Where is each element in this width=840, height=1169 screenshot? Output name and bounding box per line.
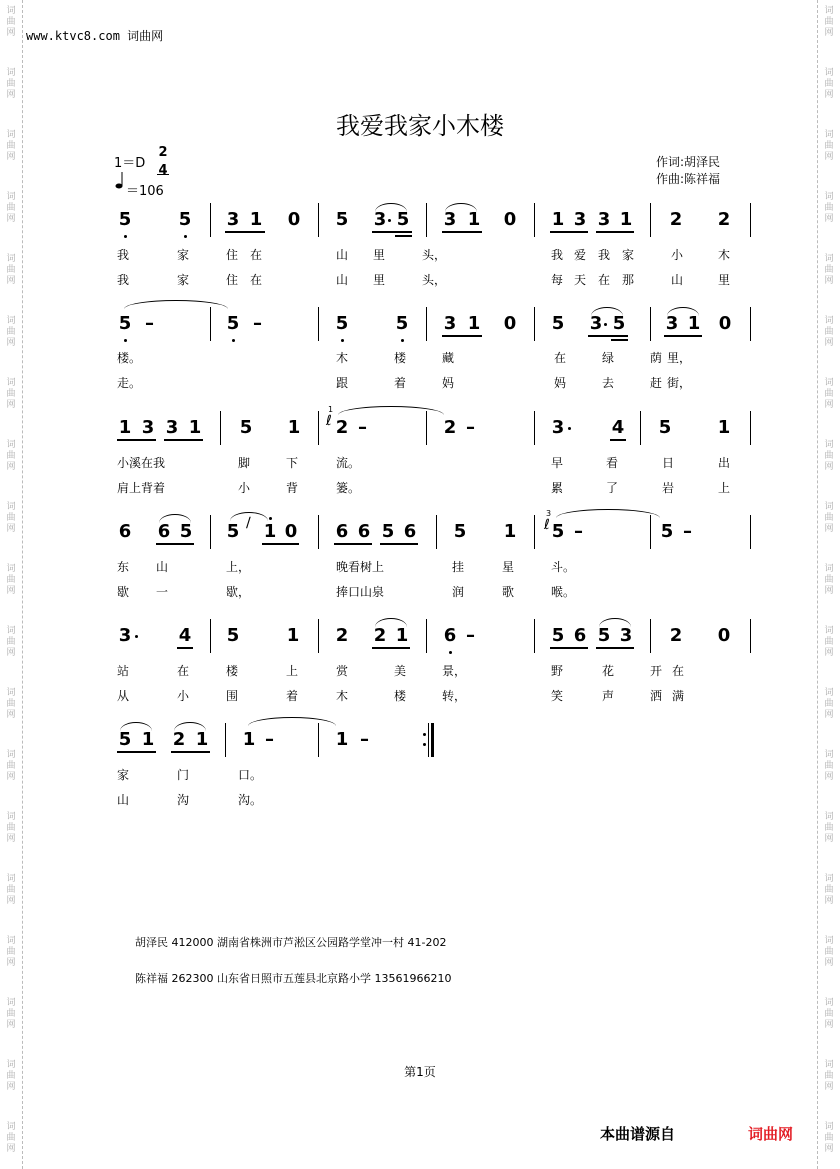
site-header[interactable]: www.ktvc8.com 词曲网	[26, 29, 164, 43]
watermark-stamp: 词 曲 网	[6, 936, 16, 968]
watermark-stamp: 词 曲 网	[824, 874, 834, 906]
watermark-stamp: 词 曲 网	[824, 1122, 834, 1154]
lyric-syllable: 开	[650, 664, 663, 678]
lyric-syllable: 早	[551, 456, 564, 470]
score-row-1	[110, 203, 755, 243]
lyric-syllable: 出	[718, 456, 731, 470]
lyric-syllable: 山	[117, 793, 130, 807]
watermark-stamp: 词 曲 网	[6, 564, 16, 596]
lyric-syllable: 我	[551, 248, 564, 262]
lyric-syllable: 挂	[452, 560, 465, 574]
lyric-syllable: 站	[117, 664, 130, 678]
note: 5	[551, 625, 565, 646]
lyric-syllable: 着	[394, 376, 407, 390]
watermark-stamp: 词 曲 网	[824, 440, 834, 472]
watermark-stamp: 词 曲 网	[824, 750, 834, 782]
lyric-syllable: 在	[672, 664, 685, 678]
note: 3	[443, 209, 457, 230]
note: 2	[335, 625, 349, 646]
lyric-syllable: 家	[117, 768, 130, 782]
note: 5	[239, 417, 253, 438]
lyric-syllable: 天	[574, 273, 587, 287]
note: 5	[551, 313, 565, 334]
note: 5	[658, 417, 672, 438]
note: 3	[443, 313, 457, 334]
lyric-syllable: 街，	[667, 376, 692, 390]
lyric-syllable: 家	[177, 248, 190, 262]
score-row-6: 5 1 2 1 1 – 1 –	[110, 723, 755, 763]
lyric-syllable: 爱	[574, 248, 587, 262]
lyric-syllable: 头，	[422, 273, 447, 287]
note: 4	[611, 417, 625, 438]
watermark-stamp: 词 曲 网	[824, 130, 834, 162]
watermark-stamp: 词 曲 网	[6, 254, 16, 286]
lyric-syllable: 小	[177, 689, 190, 703]
note: 5	[226, 625, 240, 646]
lyric-syllable: 歇，	[226, 585, 251, 599]
note: 5	[612, 313, 626, 334]
watermark-stamp: 词 曲 网	[824, 316, 834, 348]
lyric-syllable: 沟。	[238, 793, 263, 807]
watermark-stamp: 词 曲 网	[824, 502, 834, 534]
lyric-syllable: 在	[177, 664, 190, 678]
lyric-syllable: 楼	[394, 351, 407, 365]
key-signature: 1＝D	[114, 156, 146, 171]
lyric-syllable: 小	[671, 248, 684, 262]
note: 3	[589, 313, 603, 334]
note: 5	[118, 729, 132, 750]
lyric-syllable: 从	[117, 689, 130, 703]
watermark-stamp: 词 曲 网	[824, 564, 834, 596]
lyric-syllable: 里	[718, 273, 731, 287]
lyric-syllable: 在	[250, 248, 263, 262]
lyric-syllable: 小溪在我	[117, 456, 166, 470]
lyric-syllable: 篓。	[336, 481, 361, 495]
lyric-syllable: 在	[554, 351, 567, 365]
watermark-stamp: 词 曲 网	[824, 626, 834, 658]
lyric-syllable: 东	[117, 560, 130, 574]
lyric-syllable: 山	[336, 273, 349, 287]
lyric-syllable: 绿	[602, 351, 615, 365]
lyric-syllable: 木	[718, 248, 731, 262]
watermark-stamp: 词 曲 网	[6, 192, 16, 224]
note: 6	[118, 521, 132, 542]
lyric-syllable: 在	[598, 273, 611, 287]
lyricist-address: 胡泽民 412000 湖南省株洲市芦淞区公园路学堂冲一村 41-202	[135, 936, 447, 949]
lyric-syllable: 赏	[336, 664, 349, 678]
note: 1	[286, 625, 300, 646]
note: 1	[619, 209, 633, 230]
watermark-stamp: 词 曲 网	[824, 1060, 834, 1092]
lyric-syllable: 门	[177, 768, 190, 782]
watermark-stamp: 词 曲 网	[824, 6, 834, 38]
lyric-syllable: 楼。	[117, 351, 142, 365]
note: 5	[381, 521, 395, 542]
note: 6	[443, 625, 457, 646]
lyric-syllable: 看	[606, 456, 619, 470]
lyric-syllable: 一	[156, 585, 169, 599]
lyric-syllable: 家	[177, 273, 190, 287]
tempo-marking: ＝106	[126, 184, 164, 199]
lyric-syllable: 妈	[554, 376, 567, 390]
note: 0	[284, 521, 298, 542]
note: 4	[178, 625, 192, 646]
lyric-syllable: 日	[662, 456, 675, 470]
note: 6	[157, 521, 171, 542]
lyric-syllable: 笑	[551, 689, 564, 703]
lyric-syllable: 脚	[238, 456, 251, 470]
note: 3	[118, 625, 132, 646]
note: 0	[287, 209, 301, 230]
note: 6	[335, 521, 349, 542]
lyric-syllable: 野	[551, 664, 564, 678]
note: 1	[687, 313, 701, 334]
lyric-syllable: 岩	[662, 481, 675, 495]
lyric-syllable: 家	[622, 248, 635, 262]
composer-address: 陈祥福 262300 山东省日照市五莲县北京路小学 13561966210	[135, 972, 452, 985]
lyric-syllable: 我	[117, 248, 130, 262]
watermark-stamp: 词 曲 网	[824, 254, 834, 286]
lyric-syllable: 上	[718, 481, 731, 495]
lyric-syllable: 山	[336, 248, 349, 262]
note: 1	[118, 417, 132, 438]
lyric-syllable: 润	[452, 585, 465, 599]
lyric-syllable: 下	[286, 456, 299, 470]
lyric-syllable: 累	[551, 481, 564, 495]
lyric-syllable: 藏	[442, 351, 455, 365]
lyricist-credit: 作词:胡泽民	[656, 155, 721, 169]
lyric-syllable: 了	[606, 481, 619, 495]
note: 5	[226, 521, 240, 542]
note: 5	[597, 625, 611, 646]
lyric-syllable: 住	[226, 248, 239, 262]
lyric-syllable: 走。	[117, 376, 142, 390]
note: 2	[172, 729, 186, 750]
note: 6	[573, 625, 587, 646]
note: 5	[551, 521, 565, 542]
lyric-syllable: 妈	[442, 376, 455, 390]
lyric-syllable: 我	[598, 248, 611, 262]
note: 3	[619, 625, 633, 646]
lyric-syllable: 那	[622, 273, 635, 287]
lyric-syllable: 我	[117, 273, 130, 287]
note: 1	[467, 209, 481, 230]
note: 5	[396, 209, 410, 230]
source-label: 本曲谱源自	[600, 1125, 676, 1143]
right-watermark-strip	[817, 0, 840, 1169]
lyric-syllable: 木	[336, 689, 349, 703]
note: 6	[357, 521, 371, 542]
lyric-syllable: 斗。	[551, 560, 576, 574]
note: 3	[665, 313, 679, 334]
watermark-stamp: 词 曲 网	[6, 316, 16, 348]
note: 5	[179, 521, 193, 542]
watermark-stamp: 词 曲 网	[6, 68, 16, 100]
lyric-syllable: 每	[551, 273, 564, 287]
lyric-syllable: 星	[502, 560, 515, 574]
watermark-stamp: 词 曲 网	[824, 812, 834, 844]
lyric-syllable: 喉。	[551, 585, 576, 599]
lyric-syllable: 景，	[442, 664, 467, 678]
note: 3	[573, 209, 587, 230]
note: 1	[717, 417, 731, 438]
note: 0	[718, 313, 732, 334]
lyric-syllable: 里	[373, 273, 386, 287]
watermark-stamp: 词 曲 网	[6, 378, 16, 410]
watermark-stamp: 词 曲 网	[824, 688, 834, 720]
score-row-2: 5 – 5 – 5 5 3 1 0 5 3 5 3 1 0	[110, 307, 755, 347]
time-signature-top: 2	[158, 145, 168, 160]
note: 3	[226, 209, 240, 230]
note: 1	[467, 313, 481, 334]
lyric-syllable: 晚看树上	[336, 560, 385, 574]
watermark-stamp: 词 曲 网	[6, 626, 16, 658]
lyric-syllable: 洒	[650, 689, 663, 703]
note: 2	[373, 625, 387, 646]
lyric-syllable: 小	[238, 481, 251, 495]
lyric-syllable: 头，	[422, 248, 447, 262]
lyric-syllable: 里，	[667, 351, 692, 365]
watermark-stamp: 词 曲 网	[824, 936, 834, 968]
watermark-stamp: 词 曲 网	[824, 192, 834, 224]
watermark-stamp: 词 曲 网	[6, 130, 16, 162]
note: 2	[717, 209, 731, 230]
note: 5	[226, 313, 240, 334]
note: 3	[165, 417, 179, 438]
note: 1	[263, 521, 277, 542]
note: 1	[249, 209, 263, 230]
lyric-syllable: 里	[373, 248, 386, 262]
lyric-syllable: 上	[286, 664, 299, 678]
lyric-syllable: 去	[602, 376, 615, 390]
left-watermark-strip	[0, 0, 23, 1169]
note: 3	[597, 209, 611, 230]
note: 5	[453, 521, 467, 542]
note: 5	[118, 313, 132, 334]
note: 1	[335, 729, 349, 750]
note: 1	[551, 209, 565, 230]
watermark-stamp: 词 曲 网	[824, 68, 834, 100]
watermark-stamp: 词 曲 网	[824, 998, 834, 1030]
note: 6	[403, 521, 417, 542]
note: 5	[395, 313, 409, 334]
lyric-syllable: 楼	[226, 664, 239, 678]
song-title: 我爱我家小木楼	[336, 112, 504, 140]
lyric-syllable: 满	[672, 689, 685, 703]
watermark-stamp: 词 曲 网	[6, 6, 16, 38]
watermark-stamp: 词 曲 网	[6, 750, 16, 782]
lyric-syllable: 荫	[650, 351, 663, 365]
time-signature-bottom: 4	[158, 163, 168, 178]
composer-credit: 作曲:陈祥福	[656, 172, 721, 186]
watermark-stamp: 词 曲 网	[6, 1060, 16, 1092]
lyric-syllable: 肩上背着	[117, 481, 166, 495]
note: 0	[503, 209, 517, 230]
score-row-3: 1 3 3 1 5 1 1 ℓ 2 – 2 – 3 4 5 1	[110, 411, 755, 451]
watermark-stamp: 词 曲 网	[6, 1122, 16, 1154]
lyric-syllable: 山	[156, 560, 169, 574]
note: 5	[178, 209, 192, 230]
lyric-syllable: 流。	[336, 456, 361, 470]
watermark-stamp: 词 曲 网	[6, 502, 16, 534]
lyric-syllable: 转，	[442, 689, 467, 703]
lyric-syllable: 围	[226, 689, 239, 703]
page-number: 第1页	[404, 1065, 436, 1079]
lyric-syllable: 山	[671, 273, 684, 287]
watermark-stamp: 词 曲 网	[6, 874, 16, 906]
lyric-syllable: 在	[250, 273, 263, 287]
lyric-syllable: 声	[602, 689, 615, 703]
watermark-stamp: 词 曲 网	[6, 812, 16, 844]
lyric-syllable: 楼	[394, 689, 407, 703]
note: 0	[717, 625, 731, 646]
watermark-stamp: 词 曲 网	[6, 440, 16, 472]
note: 5	[660, 521, 674, 542]
lyric-syllable: 口。	[238, 768, 263, 782]
note: 0	[503, 313, 517, 334]
note: 3	[373, 209, 387, 230]
watermark-stamp: 词 曲 网	[6, 998, 16, 1030]
lyric-syllable: 沟	[177, 793, 190, 807]
lyric-syllable: 着	[286, 689, 299, 703]
lyric-syllable: 木	[336, 351, 349, 365]
watermark-stamp: 词 曲 网	[824, 378, 834, 410]
lyric-syllable: 歌	[502, 585, 515, 599]
note: 2	[443, 417, 457, 438]
lyric-syllable: 花	[602, 664, 615, 678]
lyric-syllable: 捧口山泉	[336, 585, 385, 599]
lyric-syllable: 歇	[117, 585, 130, 599]
note: 1	[503, 521, 517, 542]
lyric-syllable: 背	[286, 481, 299, 495]
note: 2	[335, 417, 349, 438]
note: 2	[669, 625, 683, 646]
source-brand-link[interactable]: 词曲网	[748, 1125, 794, 1143]
note: 5	[335, 313, 349, 334]
watermark-stamp: 词 曲 网	[6, 688, 16, 720]
lyric-syllable: 住	[226, 273, 239, 287]
note: 1	[395, 625, 409, 646]
note: 1	[141, 729, 155, 750]
note: 5	[335, 209, 349, 230]
note: 1	[195, 729, 209, 750]
note: 2	[669, 209, 683, 230]
note: 3	[551, 417, 565, 438]
note: 1	[287, 417, 301, 438]
note: 5	[118, 209, 132, 230]
note: 1	[188, 417, 202, 438]
score-row-5: 3 4 5 1 2 2 1 6 – 5 6 5 3 2 0	[110, 619, 755, 659]
quarter-note-icon	[114, 170, 124, 190]
note: 1	[242, 729, 256, 750]
lyric-syllable: 上，	[226, 560, 251, 574]
lyric-syllable: 美	[394, 664, 407, 678]
score-row-4: 6 6 5 5 ∕ 1 0 6 6 5 6 5 1 3 ℓ 5 – 5 –	[110, 515, 755, 555]
note: 3	[141, 417, 155, 438]
lyric-syllable: 跟	[336, 376, 349, 390]
lyric-syllable: 赶	[650, 376, 663, 390]
